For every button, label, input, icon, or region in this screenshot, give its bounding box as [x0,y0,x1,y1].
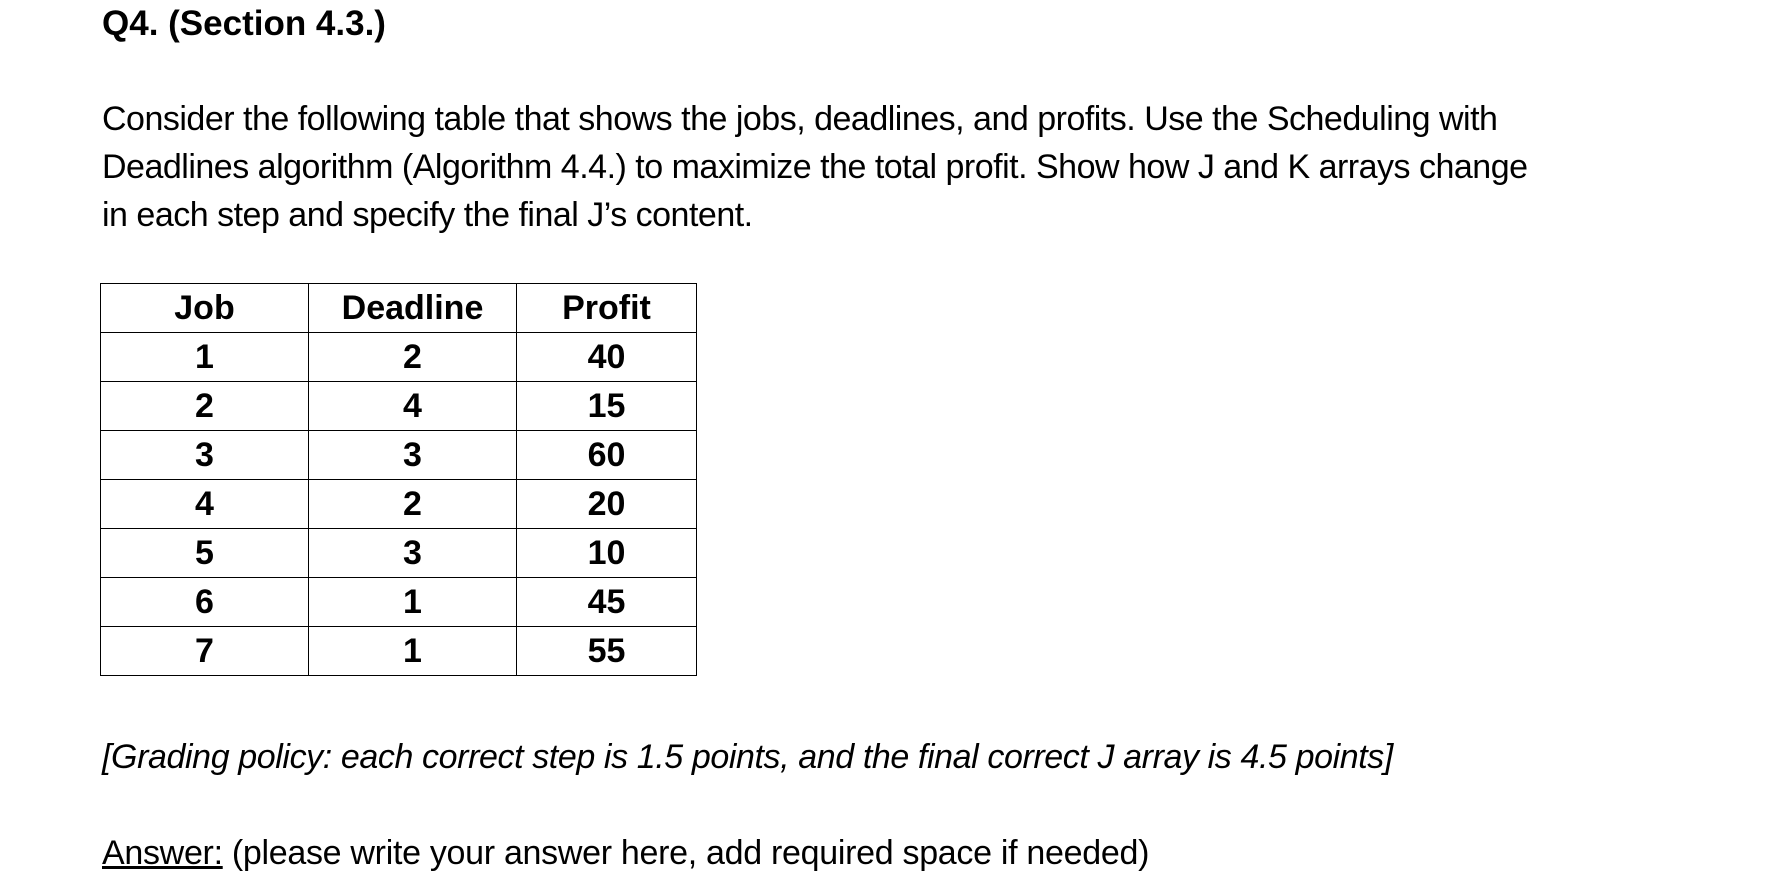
table-header-row [101,284,697,333]
deadline-cell: 2 [309,333,517,382]
deadline-cell: 1 [309,578,517,627]
table-row [101,480,697,529]
profit-cell: 15 [517,382,697,431]
answer-label: Answer: [102,834,223,872]
answer-prompt [102,829,1149,877]
deadline-cell: 3 [309,529,517,578]
prompt-line-2: Deadlines algorithm (Algorithm 4.4.) to maximize the total profit. Show how J and K arrays change [102,148,1528,186]
column-header-deadline: Deadline [309,284,517,333]
job-cell: 4 [101,480,309,529]
profit-cell: 45 [517,578,697,627]
profit-cell: 55 [517,627,697,676]
table-row [101,578,697,627]
job-cell: 6 [101,578,309,627]
table-row [101,382,697,431]
job-cell: 5 [101,529,309,578]
prompt-line-1: Consider the following table that shows the jobs, deadlines, and profits. Use the Scheduling with [102,100,1498,138]
deadline-cell: 3 [309,431,517,480]
column-header-profit: Profit [517,284,697,333]
profit-cell: 20 [517,480,697,529]
jobs-table [100,283,697,676]
table-row [101,529,697,578]
job-cell: 1 [101,333,309,382]
job-cell: 3 [101,431,309,480]
job-cell: 2 [101,382,309,431]
table-row [101,431,697,480]
grading-policy: [Grading policy: each correct step is 1.5 points, and the final correct J array is 4.5 points] [102,738,1393,776]
column-header-job: Job [101,284,309,333]
question-prompt [102,95,1722,239]
question-heading: Q4. (Section 4.3.) [102,4,386,43]
profit-cell: 40 [517,333,697,382]
deadline-cell: 2 [309,480,517,529]
job-cell: 7 [101,627,309,676]
answer-instructions: (please write your answer here, add required space if needed) [222,834,1150,872]
deadline-cell: 4 [309,382,517,431]
table-row [101,627,697,676]
deadline-cell: 1 [309,627,517,676]
table-row [101,333,697,382]
profit-cell: 10 [517,529,697,578]
prompt-line-3: in each step and specify the final J’s content. [102,196,753,234]
profit-cell: 60 [517,431,697,480]
